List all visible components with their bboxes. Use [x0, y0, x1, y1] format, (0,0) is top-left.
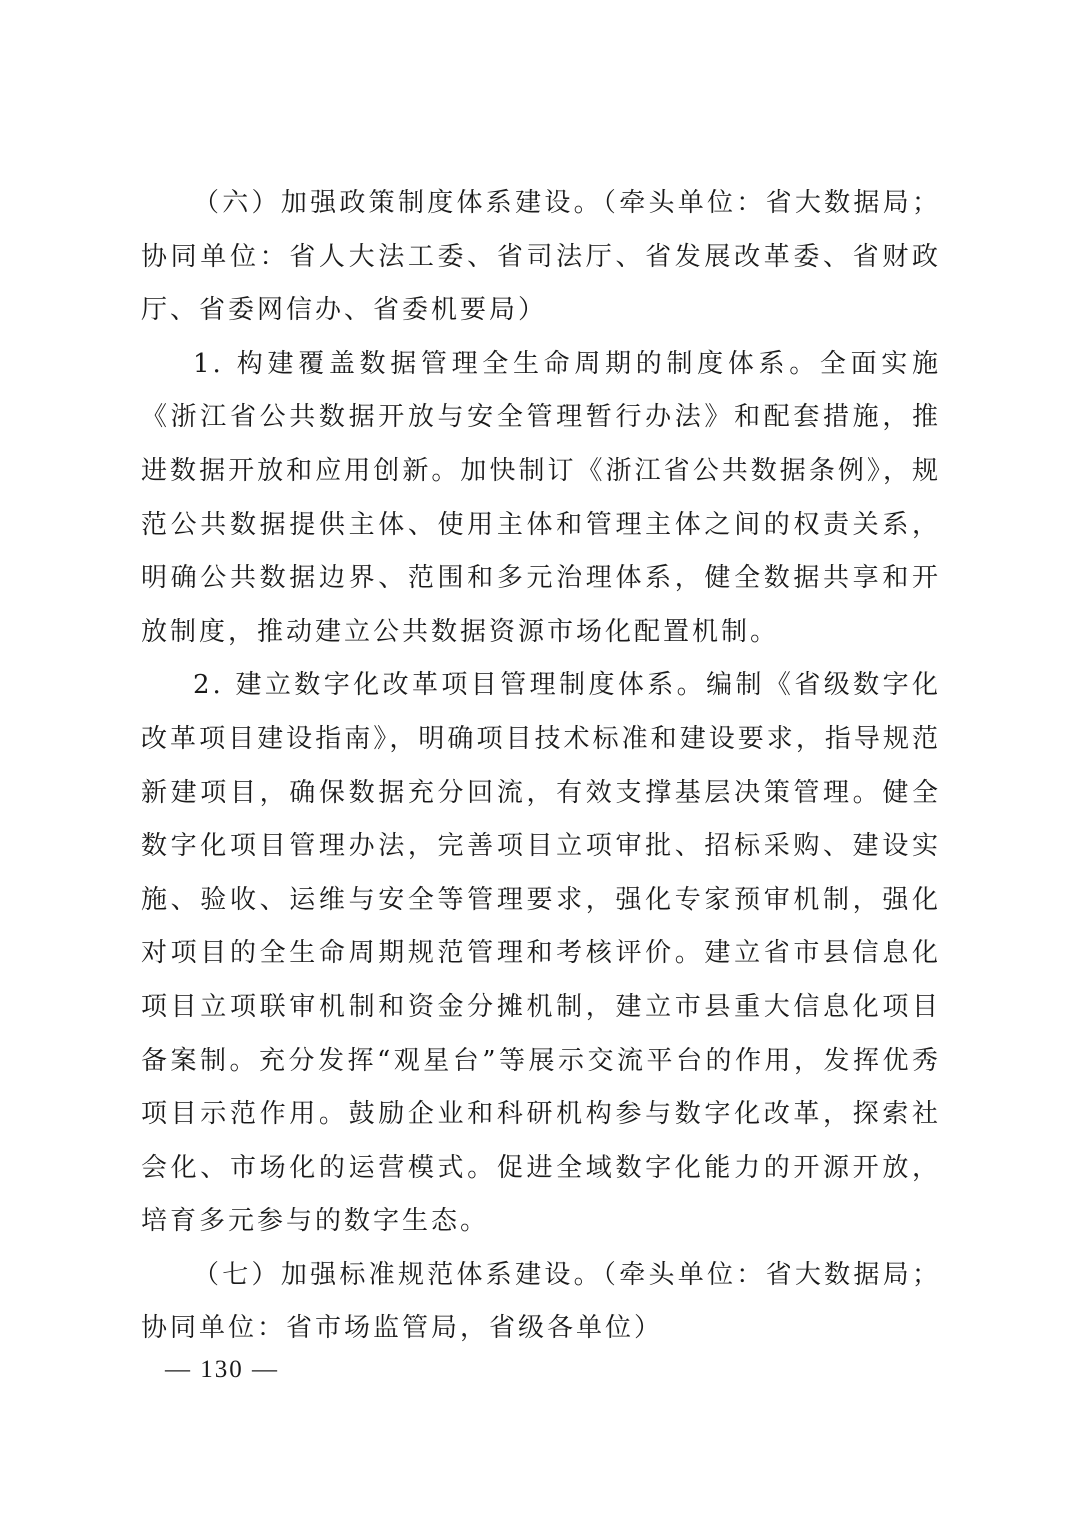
page-number: — 130 — — [165, 1356, 279, 1383]
item-2-paragraph: 2. 建立数字化改革项目管理制度体系。编制《省级数字化改革项目建设指南》，明确项目技术标准和建设要求，指导规范新建项目，确保数据充分回流，有效支撑基层决策管理。健全数字化项目管理办法，完善项目立项审批、招标采购、建设实施、验收、运维与安全等管理要求，强化专家预审机制，强化对项目的全生命周期规范管理和考核评价。建立省市县信息化项目立项联审机制和资金分摊机制，建立市县重大信息化项目备案制。充分发挥“观星台”等展示交流平台的作用，发挥优秀项目示范作用。鼓励企业和科研机构参与数字化改革，探索社会化、市场化的运营模式。促进全域数字化能力的开源开放，培育多元参与的数字生态。 — [141, 670, 941, 1237]
document-body — [141, 177, 941, 1356]
section-6-heading-paragraph: （六）加强政策制度体系建设。（牵头单位：省大数据局；协同单位：省人大法工委、省司法厅、省发展改革委、省财政厅、省委网信办、省委机要局） — [141, 188, 941, 326]
section-7-heading-paragraph: （七）加强标准规范体系建设。（牵头单位：省大数据局；协同单位：省市场监管局，省级各单位） — [141, 1259, 941, 1344]
item-1-paragraph: 1. 构建覆盖数据管理全生命周期的制度体系。全面实施《浙江省公共数据开放与安全管理暂行办法》和配套措施，推进数据开放和应用创新。加快制订《浙江省公共数据条例》，规范公共数据提供主体、使用主体和管理主体之间的权责关系，明确公共数据边界、范围和多元治理体系，健全数据共享和开放制度，推动建立公共数据资源市场化配置机制。 — [141, 348, 941, 647]
